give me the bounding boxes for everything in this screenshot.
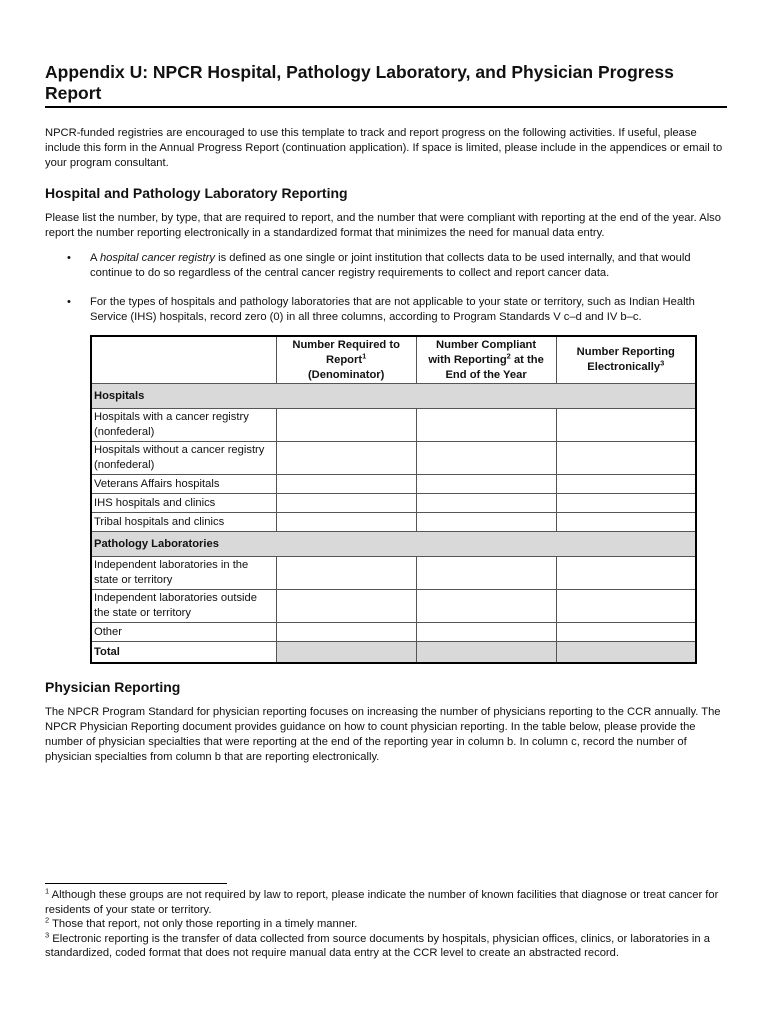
cell-compliant[interactable] [416,557,556,590]
table-row [91,442,696,475]
table-header-row [91,336,696,384]
header-compliant: Number Compliant with Reporting$^2$ at the End of the Year [416,336,556,384]
cell-electronic[interactable] [556,409,696,442]
footnote-2: $^2$ Those that report, not only those reporting in a timely manner. [45,915,358,930]
table-row [91,513,696,532]
bullet-list [45,251,727,325]
defined-term: hospital cancer registry [99,252,215,264]
cell-required[interactable] [276,590,416,623]
row-label: Independent laboratories in the state or territory [91,557,276,590]
cell-electronic[interactable] [556,623,696,642]
cell-compliant[interactable] [416,442,556,475]
cell-required[interactable] [276,513,416,532]
cell-compliant[interactable] [416,475,556,494]
table-row [91,494,696,513]
cell-electronic[interactable] [556,557,696,590]
physician-section-heading: Physician Reporting [45,679,181,695]
section-label: Hospitals [91,384,696,409]
table-row [91,557,696,590]
row-label: IHS hospitals and clinics [91,494,276,513]
cell-required[interactable] [276,623,416,642]
table-row [91,590,696,623]
footnotes [45,883,727,961]
cell-total-compliant [416,642,556,664]
cell-compliant[interactable] [416,409,556,442]
cell-total-required [276,642,416,664]
table-row [91,475,696,494]
cell-total-electronic [556,642,696,664]
header-empty [91,336,276,384]
row-label: Tribal hospitals and clinics [91,513,276,532]
row-label: Veterans Affairs hospitals [91,475,276,494]
cell-required[interactable] [276,442,416,475]
page-title: Appendix U: NPCR Hospital, Pathology Laboratory, and Physician Progress Report [45,62,727,108]
cell-required[interactable] [276,494,416,513]
cell-compliant[interactable] [416,590,556,623]
row-label: Hospitals with a cancer registry (nonfederal) [91,409,276,442]
bullet-item: • A hospital cancer registry is defined as one single or joint institution that collects data to be used internally, and that would continue to do so regardless of the central cancer registry requirements to collect and report cancer data. [67,252,691,279]
cell-electronic[interactable] [556,494,696,513]
row-label: Other [91,623,276,642]
cell-required[interactable] [276,409,416,442]
cell-compliant[interactable] [416,513,556,532]
footnote-1: $^1$ Although these groups are not required by law to report, please indicate the number of known facilities that diagnose or treat cancer for residents of your state or territory. [45,886,719,916]
reporting-table [90,335,697,664]
cell-electronic[interactable] [556,513,696,532]
bullet-dot: • [67,296,71,308]
bullet-item: • For the types of hospitals and pathology laboratories that are not applicable to your state or territory, such as Indian Health Service (IHS) hospitals, record zero (0) in all three columns, according to Program Standards V c–d and IV b–c. [67,296,695,323]
bullet-dot: • [67,252,71,264]
cell-compliant[interactable] [416,494,556,513]
total-label: Total [91,642,276,664]
header-required: Number Required to Report$^1$ (Denominator) [276,336,416,384]
cell-compliant[interactable] [416,623,556,642]
section-row-hospitals [91,384,696,409]
section-row-pathology [91,532,696,557]
hospital-section-heading: Hospital and Pathology Laboratory Reporting [45,185,348,201]
cell-required[interactable] [276,475,416,494]
footnote-3: $^3$ Electronic reporting is the transfer of data collected from source documents by hospitals, physician offices, clinics, or laboratories in a standardized, coded format that does not require manual data entry at the CCR level to create an abstracted record. [45,929,710,959]
footnote-divider [45,883,227,884]
cell-required[interactable] [276,557,416,590]
hospital-section-paragraph: Please list the number, by type, that are required to report, and the number that were compliant with reporting at the end of the year. Also report the number reporting electronically in a standardized format that minimizes the need for manual data entry. [45,212,721,239]
document-page [45,62,727,765]
header-electronic: Number Reporting Electronically$^3$ [556,336,696,384]
cell-electronic[interactable] [556,475,696,494]
table-row [91,409,696,442]
cell-electronic[interactable] [556,590,696,623]
physician-section-paragraph: The NPCR Program Standard for physician reporting focuses on increasing the number of physicians reporting to the CCR annually. The NPCR Physician Reporting document provides guidance on how to count physician reporting. In the table below, please provide the number of physician specialties that were reporting at the end of the reporting year in column b. In column c, record the number of physician specialties from column b that are reporting electronically. [45,706,721,763]
cell-electronic[interactable] [556,442,696,475]
total-row [91,642,696,664]
table-row [91,623,696,642]
row-label: Independent laboratories outside the state or territory [91,590,276,623]
intro-paragraph: NPCR-funded registries are encouraged to use this template to track and report progress on the following activities. If useful, please include this form in the Annual Progress Report (continuation application). If space is limited, please include in the appendices or email to your program consultant. [45,127,723,169]
section-label: Pathology Laboratories [91,532,696,557]
row-label: Hospitals without a cancer registry (nonfederal) [91,442,276,475]
